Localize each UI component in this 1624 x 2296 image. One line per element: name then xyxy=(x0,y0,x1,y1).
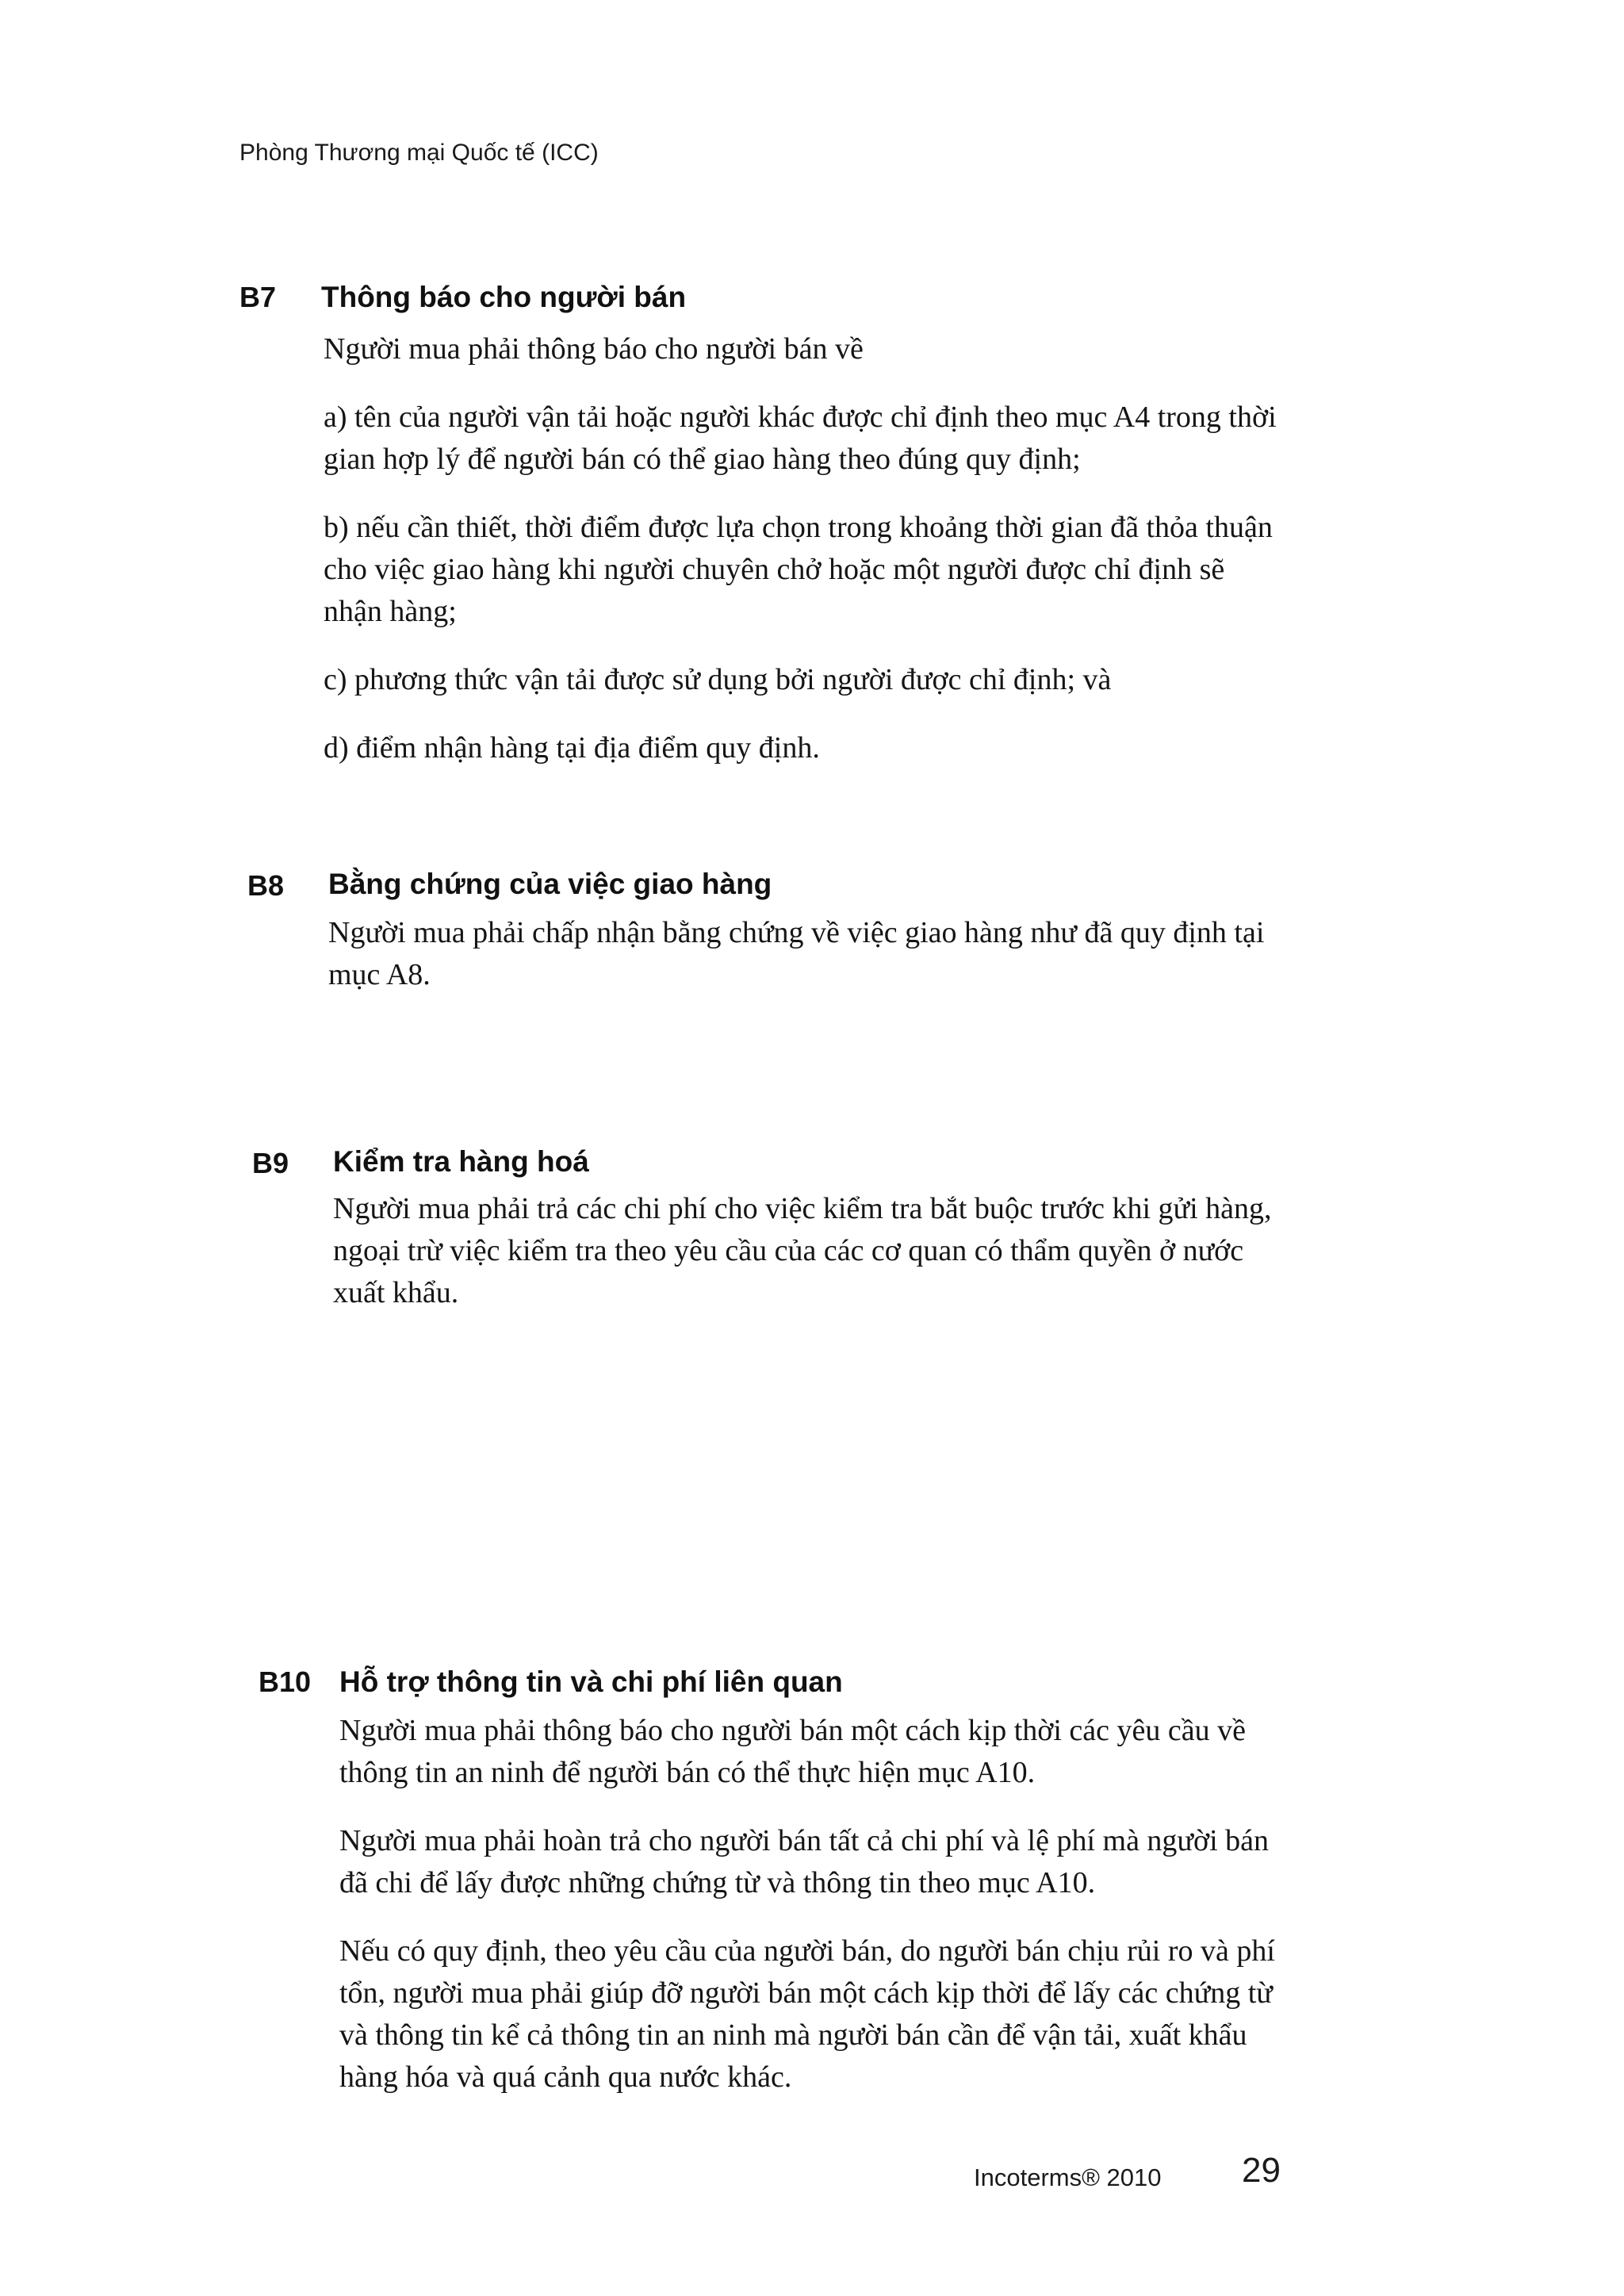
paragraph: Người mua phải trả các chi phí cho việc kiểm tra bắt buộc trước khi gửi hàng, ngoại trừ việc kiểm tra theo yêu cầu của các cơ quan có thẩm quyền ở nước xuất khẩu. xyxy=(333,1192,1272,1309)
section-title: Hỗ trợ thông tin và chi phí liên quan xyxy=(339,1665,843,1698)
section-title: Kiểm tra hàng hoá xyxy=(333,1145,589,1178)
page-number: 29 xyxy=(1242,2151,1281,2190)
section-body xyxy=(333,1188,1289,1314)
section-code: B9 xyxy=(252,1147,289,1179)
paragraph: c) phương thức vận tải được sử dụng bởi người được chỉ định; và xyxy=(324,663,1112,696)
section-code: B8 xyxy=(247,869,285,902)
paragraph: Người mua phải thông báo cho người bán một cách kịp thời các yêu cầu về thông tin an ninh để người bán có thể thực hiện mục A10. xyxy=(339,1714,1246,1789)
section-body xyxy=(339,1710,1289,2099)
paragraph: b) nếu cần thiết, thời điểm được lựa chọn trong khoảng thời gian đã thỏa thuận cho việc giao hàng khi người chuyên chở hoặc một người được chỉ định sẽ nhận hàng; xyxy=(324,511,1273,628)
section-code: B10 xyxy=(259,1665,312,1698)
paragraph: Người mua phải chấp nhận bằng chứng về việc giao hàng như đã quy định tại mục A8. xyxy=(328,916,1265,991)
paragraph: Người mua phải hoàn trả cho người bán tất cả chi phí và lệ phí mà người bán đã chi để lấy được những chứng từ và thông tin theo mục A10. xyxy=(339,1824,1270,1899)
paragraph: d) điểm nhận hàng tại địa điểm quy định. xyxy=(324,731,820,765)
paragraph: Nếu có quy định, theo yêu cầu của người bán, do người bán chịu rủi ro và phí tổn, người mua phải giúp đỡ người bán một cách kịp thời để lấy các chứng từ và thông tin kể cả thông tin an ninh mà người bán cần để vận tải, xuất khẩu hàng hóa và quá cảnh qua nước khác. xyxy=(339,1934,1275,2094)
section-code: B7 xyxy=(239,281,277,313)
running-header: Phòng Thương mại Quốc tế (ICC) xyxy=(239,140,599,166)
paragraph: Người mua phải thông báo cho người bán về xyxy=(324,332,864,366)
footer-brand: Incoterms® 2010 xyxy=(974,2164,1162,2191)
section-body xyxy=(324,328,1289,769)
section-title: Bằng chứng của việc giao hàng xyxy=(328,868,772,900)
paragraph: a) tên của người vận tải hoặc người khác được chỉ định theo mục A4 trong thời gian hợp lý để người bán có thể giao hàng theo đúng quy định; xyxy=(324,401,1277,476)
section-title: Thông báo cho người bán xyxy=(321,281,687,313)
section-body xyxy=(328,912,1289,996)
